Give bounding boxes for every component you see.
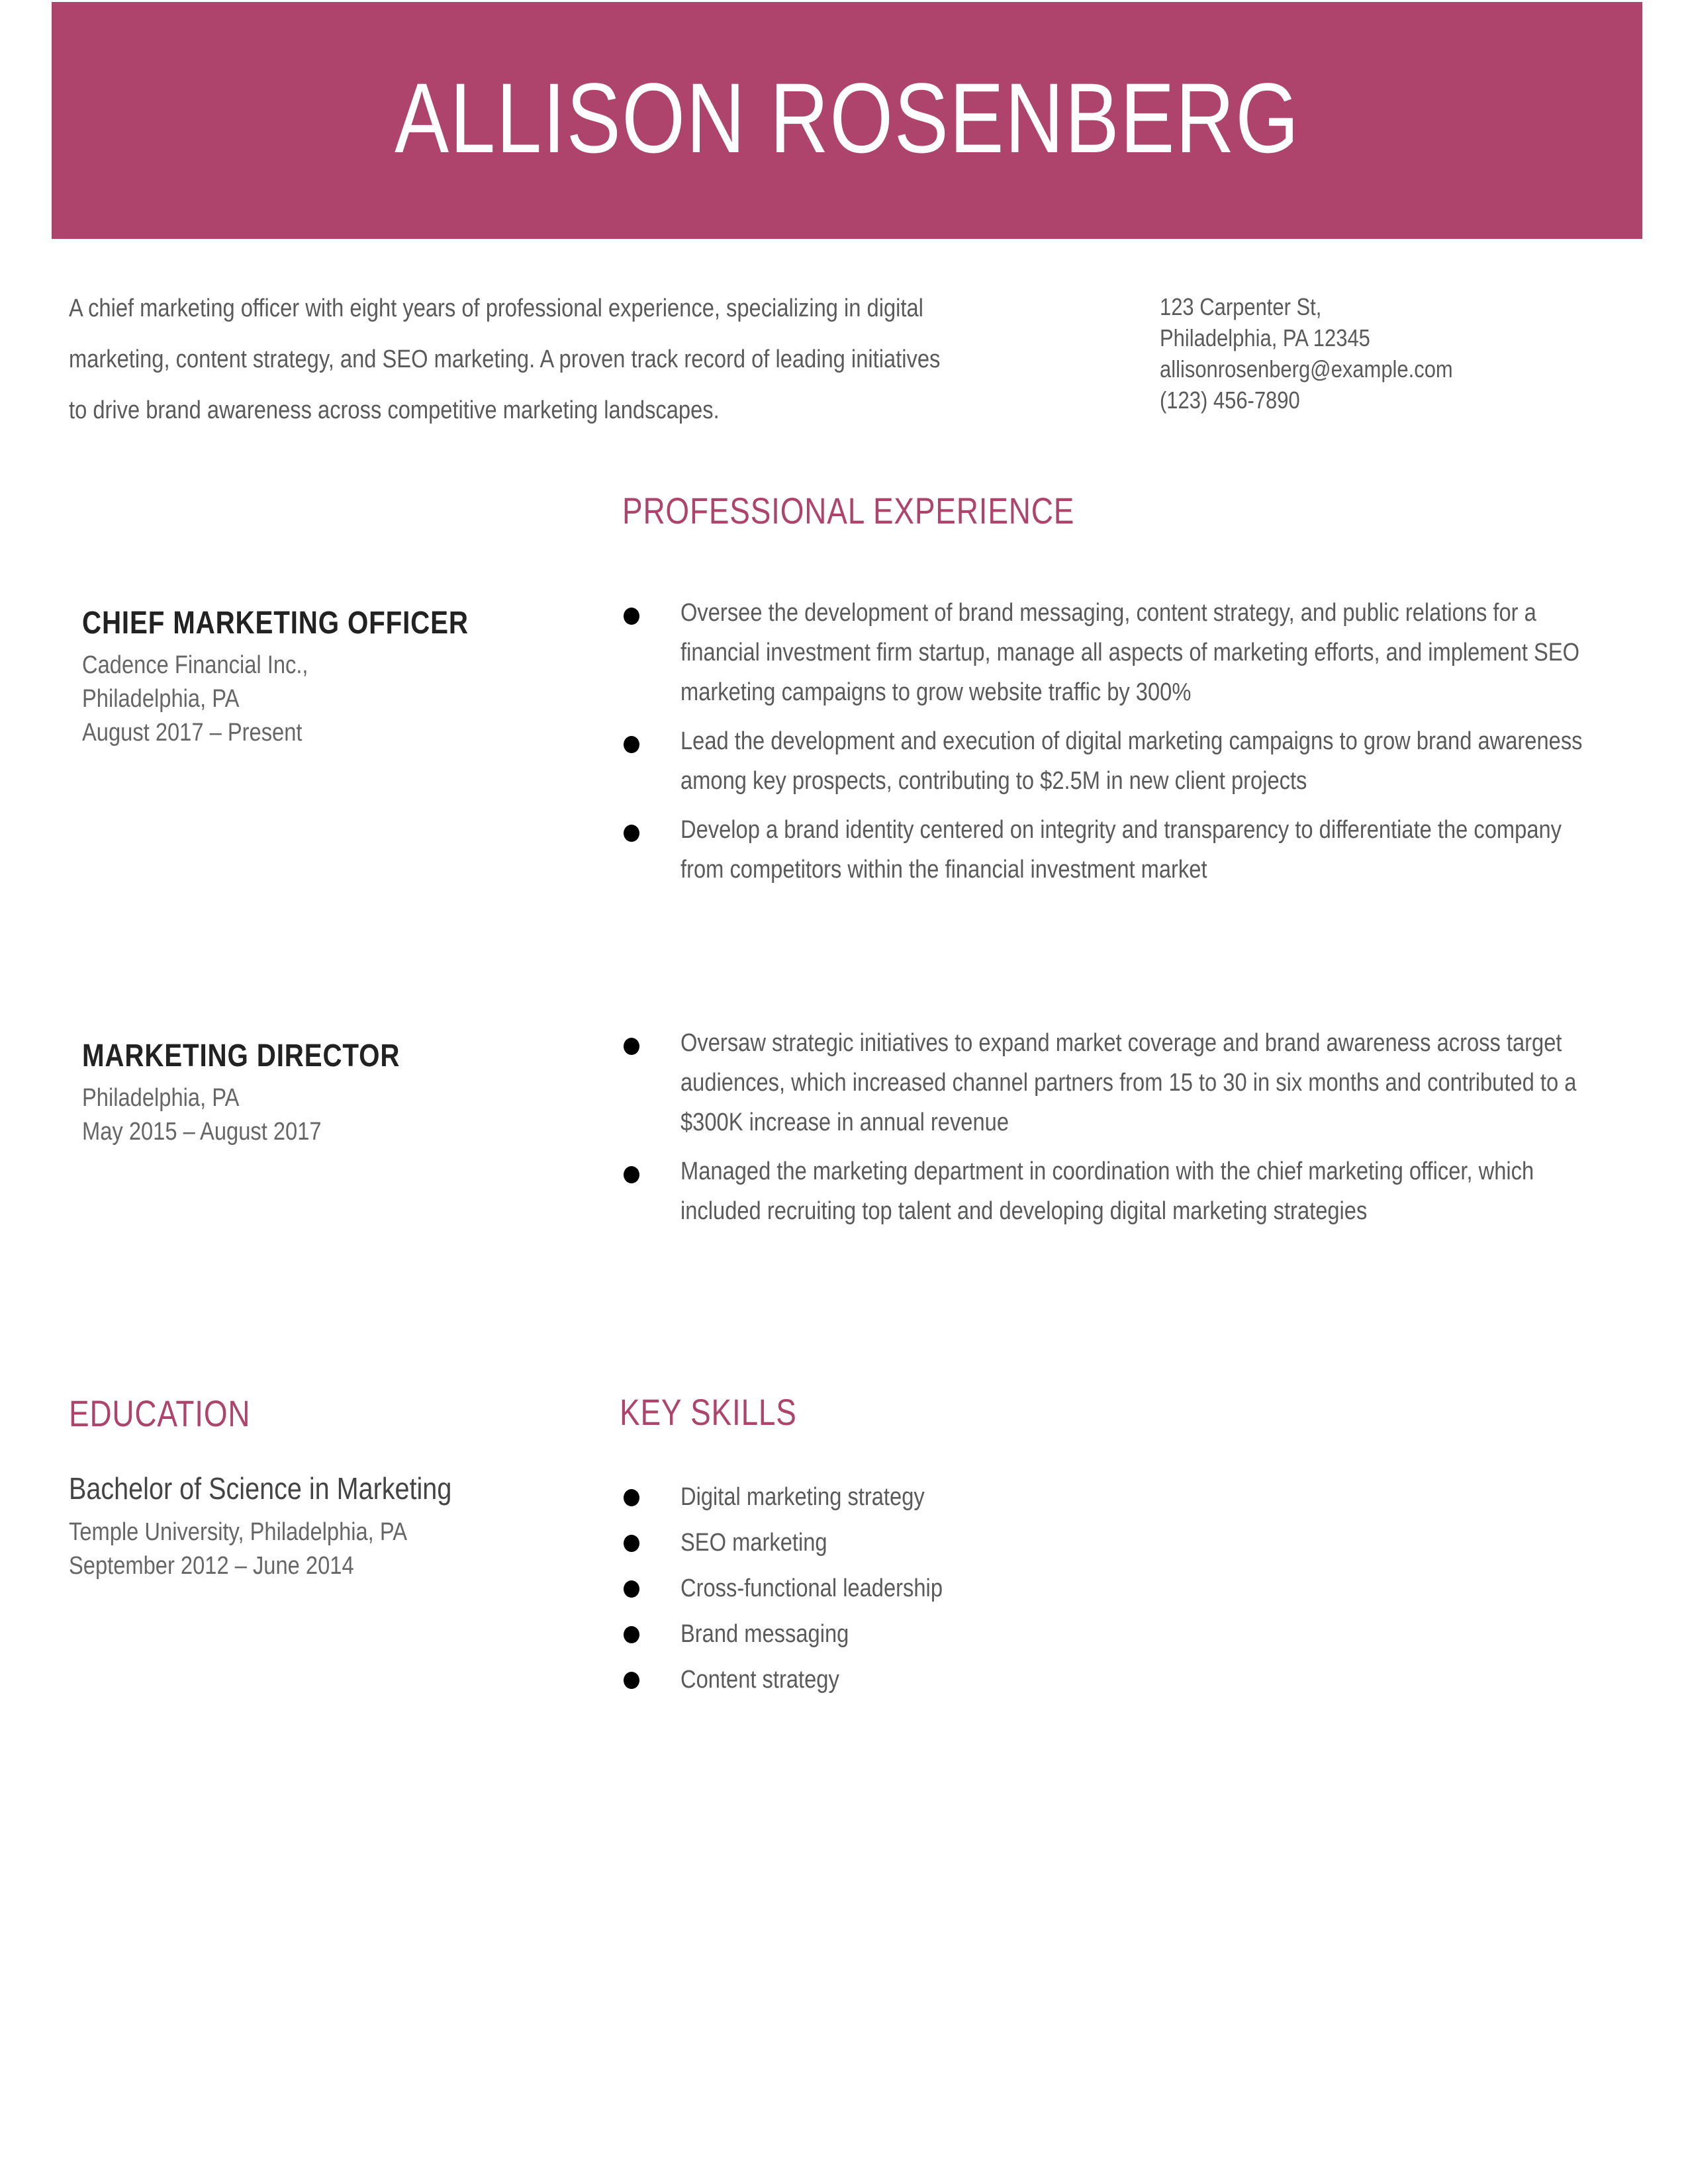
list-item bbox=[624, 1520, 985, 1566]
list-item bbox=[624, 1612, 985, 1657]
summary bbox=[69, 283, 1102, 436]
bullet-icon bbox=[624, 1489, 639, 1506]
section-title-skills: KEY SKILLS bbox=[620, 1391, 797, 1433]
list-item bbox=[624, 1475, 985, 1520]
bullet-text: Managed the marketing department in coordination with the chief marketing officer, which included recruiting top talent and developing digital marketing strategies bbox=[680, 1158, 1534, 1225]
job-company: Cadence Financial Inc., bbox=[82, 651, 308, 679]
job-location: Philadelphia, PA bbox=[82, 1084, 240, 1112]
header-banner bbox=[52, 2, 1642, 239]
bullet-text: Oversaw strategic initiatives to expand market coverage and brand awareness across target audiences, which increased channel partners from 15 to 30 in six months and contributed to a $300K increase in annual revenue bbox=[680, 1029, 1577, 1136]
job-bullets bbox=[624, 593, 1617, 899]
skill-text: SEO marketing bbox=[680, 1529, 827, 1557]
contact-block bbox=[1160, 291, 1453, 416]
bullet-text: Lead the development and execution of digital marketing campaigns to grow brand awareness among key prospects, contributing to $2.5M in new client projects bbox=[680, 727, 1583, 795]
skill-text: Brand messaging bbox=[680, 1620, 849, 1648]
section-title-experience: PROFESSIONAL EXPERIENCE bbox=[622, 490, 1075, 531]
summary-line: to drive brand awareness across competitive marketing landscapes. bbox=[69, 396, 720, 424]
bullet-icon bbox=[624, 1626, 639, 1643]
summary-line: marketing, content strategy, and SEO marketing. A proven track record of leading initiatives bbox=[69, 345, 941, 373]
education-degree: Bachelor of Science in Marketing bbox=[69, 1471, 452, 1506]
list-item bbox=[624, 593, 1617, 712]
education-meta bbox=[69, 1516, 407, 1583]
address-line-1: 123 Carpenter St, bbox=[1160, 293, 1322, 320]
job-meta bbox=[82, 1081, 322, 1149]
job-location: Philadelphia, PA bbox=[82, 685, 240, 713]
job-dates: August 2017 – Present bbox=[82, 719, 303, 747]
list-item bbox=[624, 1023, 1617, 1142]
education-dates: September 2012 – June 2014 bbox=[69, 1552, 354, 1580]
job-bullets bbox=[624, 1023, 1617, 1240]
bullet-icon bbox=[624, 1038, 639, 1055]
list-item bbox=[624, 1152, 1617, 1231]
bullet-text: Develop a brand identity centered on integrity and transparency to differentiate the company from competitors within the financial investment market bbox=[680, 816, 1562, 884]
bullet-text: Oversee the development of brand messaging, content strategy, and public relations for a financial investment firm startup, manage all aspects of marketing efforts, and implement SEO marketing campaigns to grow website traffic by 300% bbox=[680, 599, 1580, 706]
bullet-icon bbox=[624, 608, 639, 625]
list-item bbox=[624, 721, 1617, 801]
address-line-2: Philadelphia, PA 12345 bbox=[1160, 324, 1370, 351]
phone: (123) 456-7890 bbox=[1160, 387, 1300, 414]
skill-text: Content strategy bbox=[680, 1666, 839, 1694]
skills-list bbox=[624, 1475, 985, 1703]
job-title: CHIEF MARKETING OFFICER bbox=[82, 606, 469, 641]
bullet-icon bbox=[624, 1535, 639, 1552]
skill-text: Cross-functional leadership bbox=[680, 1574, 943, 1602]
job-title: MARKETING DIRECTOR bbox=[82, 1038, 400, 1073]
bullet-icon bbox=[624, 1580, 639, 1598]
summary-line: A chief marketing officer with eight years of professional experience, specializing in digital bbox=[69, 295, 923, 322]
section-title-education: EDUCATION bbox=[69, 1392, 251, 1434]
list-item bbox=[624, 1566, 985, 1612]
job-meta bbox=[82, 649, 308, 750]
list-item bbox=[624, 810, 1617, 889]
bullet-icon bbox=[624, 1672, 639, 1689]
bullet-icon bbox=[624, 825, 639, 842]
bullet-icon bbox=[624, 736, 639, 753]
email[interactable]: allisonrosenberg@example.com bbox=[1160, 355, 1453, 383]
skill-text: Digital marketing strategy bbox=[680, 1483, 925, 1511]
list-item bbox=[624, 1657, 985, 1703]
bullet-icon bbox=[624, 1166, 639, 1183]
candidate-name: ALLISON ROSENBERG bbox=[394, 62, 1300, 173]
job-dates: May 2015 – August 2017 bbox=[82, 1118, 322, 1146]
education-school: Temple University, Philadelphia, PA bbox=[69, 1518, 408, 1546]
